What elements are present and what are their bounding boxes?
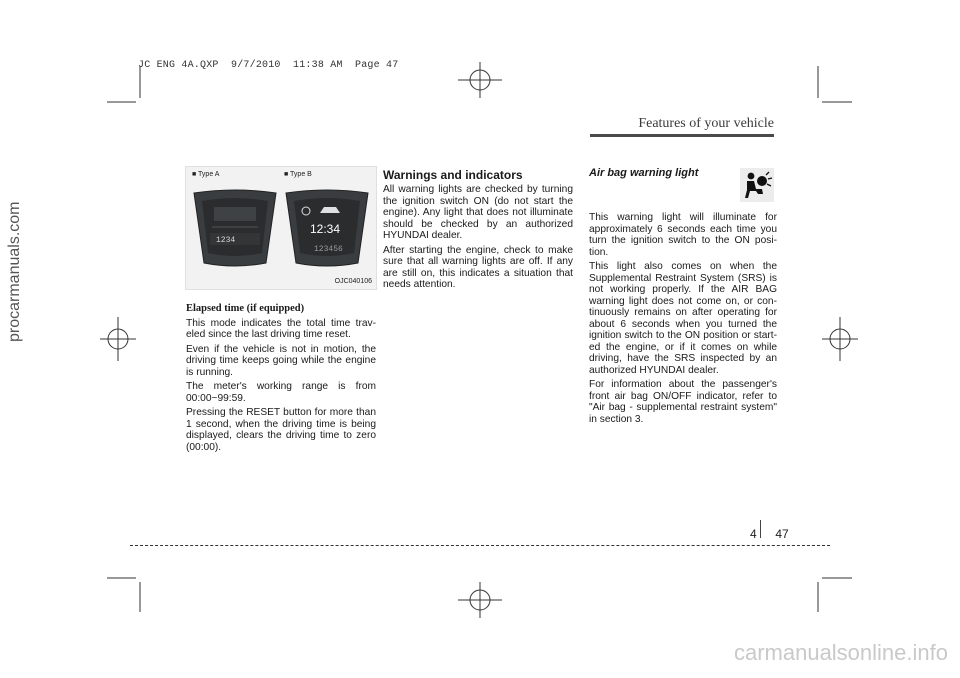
file-header: JC ENG 4A.QXP 9/7/2010 11:38 AM Page 47: [138, 60, 399, 71]
type-b-time: 12:34: [310, 222, 341, 236]
header-rule: [590, 134, 774, 137]
type-b-odometer: 123456: [314, 245, 343, 254]
airbag-section: [589, 212, 777, 428]
section-header: Features of your vehicle: [638, 116, 774, 131]
type-a-label: ■ Type A: [192, 171, 220, 178]
bottom-watermark: carmanualsonline.info: [733, 640, 948, 665]
footer-dashed-rule: [130, 545, 830, 546]
warnings-paragraph-1: All warning lights are checked by turning the ignition switch ON (do not start the engine). Any light that does not illuminate should be checked by an authorized HYUNDAI dealer.: [383, 184, 573, 241]
type-b-display: [284, 189, 370, 267]
elapsed-time-section: [186, 303, 376, 456]
side-watermark: procarmanuals.com: [6, 201, 23, 342]
airbag-paragraph-2: This light also comes on when the Supplemental Restraint System (SRS) is not working properly. If the AIR BAG warning light does not come on, or con-tinuously remains on after operating for about 6 seconds when you turned the ignition switch to the ON position or start-ed the engine, or if it comes on while driving, have the SRS inspected by an authorized HYUNDAI dealer.: [589, 261, 777, 376]
elapsed-time-paragraph-3: The meter's working range is from 00:00~99:59.: [186, 381, 376, 404]
warnings-heading: Warnings and indicators: [383, 168, 523, 182]
elapsed-time-paragraph-1: This mode indicates the total time trav-eled since the last driving time reset.: [186, 317, 376, 340]
cluster-figure: [185, 166, 377, 290]
page-number-divider: [760, 520, 761, 538]
warnings-section: [383, 184, 573, 294]
figure-code: OJC040106: [334, 278, 372, 285]
page-number: [750, 527, 789, 541]
elapsed-time-paragraph-2: Even if the vehicle is not in motion, the driving time keeps going while the engine is running.: [186, 343, 376, 378]
elapsed-time-heading: Elapsed time (if equipped): [186, 303, 305, 314]
airbag-paragraph-3: For information about the passenger's front air bag ON/OFF indicator, refer to "Air bag - supplemental restraint system" in section 3.: [589, 379, 777, 425]
type-a-display: [192, 189, 278, 267]
airbag-warning-icon: [740, 168, 774, 202]
page-number-value: 47: [775, 527, 789, 541]
airbag-heading: Air bag warning light: [589, 167, 699, 179]
elapsed-time-paragraph-4: Pressing the RESET button for more than 1 second, when the driving time is being displayed, clears the driving time to zero (00:00).: [186, 407, 376, 453]
chapter-number: 4: [750, 527, 757, 541]
warnings-paragraph-2: After starting the engine, check to make sure that all warning lights are off. If any are still on, this indicates a situation that needs attention.: [383, 244, 573, 290]
type-b-label: ■ Type B: [284, 171, 312, 178]
airbag-paragraph-1: This warning light will illuminate for approximately 6 seconds each time you turn the ignition switch to the ON posi-tion.: [589, 212, 777, 258]
type-a-digits: 1234: [216, 236, 236, 245]
